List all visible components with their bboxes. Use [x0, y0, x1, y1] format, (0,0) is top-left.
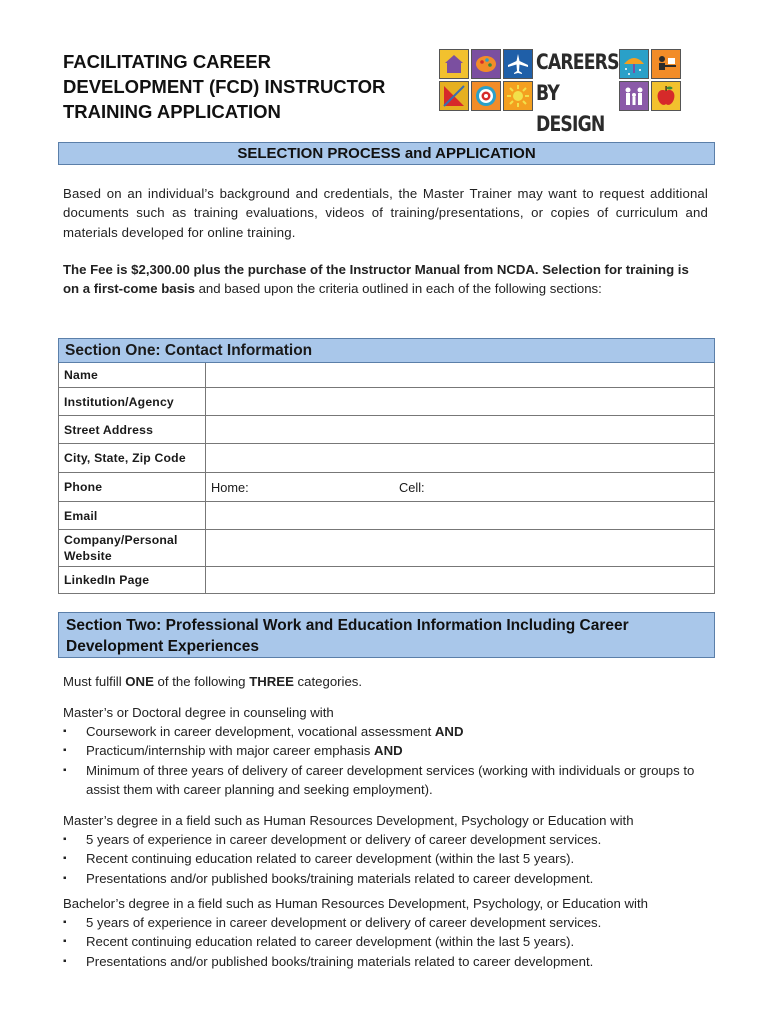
field-label-city-state-zip: City, State, Zip Code	[59, 444, 206, 473]
contact-row-email	[59, 502, 715, 530]
field-label-name: Name	[59, 363, 206, 388]
bullet-icon: ▪	[63, 726, 67, 738]
list-item	[63, 932, 723, 951]
must-text-c: of the following	[153, 674, 250, 689]
field-label-email: Email	[59, 502, 206, 530]
airplane-icon	[503, 49, 533, 79]
bachelors-list	[63, 913, 723, 971]
email-field[interactable]	[206, 502, 715, 530]
logo-word-careers: CAREERS	[536, 50, 619, 74]
selection-intro-paragraph: Based on an individual’s background and credentials, the Master Trainer may want to request additional documents such as training evaluations, videos of training/presentations, or copies of curriculum and materials developed for online training.	[63, 186, 708, 240]
list-item	[63, 849, 723, 868]
list-item-text: Coursework in career development, vocational assessment	[86, 724, 435, 740]
fee-bold-text: The Fee is $2,300.00 plus the purchase of the Instructor Manual from NCDA. Selection for training is on a first-come basis	[63, 262, 689, 297]
masters-doctoral-category	[63, 703, 723, 799]
bachelors-intro: Bachelor’s degree in a field such as Human Resources Development, Psychology, or Education with	[63, 896, 648, 911]
field-label-institution: Institution/Agency	[59, 388, 206, 416]
masters-list	[63, 722, 723, 799]
city-state-zip-field[interactable]	[206, 444, 715, 473]
logo-tiles-right	[619, 47, 681, 111]
title-line-2: DEVELOPMENT (FCD) INSTRUCTOR	[63, 76, 386, 97]
linkedin-field[interactable]	[206, 567, 715, 594]
fee-rest-text: and based upon the criteria outlined in each of the following sections:	[194, 281, 602, 297]
title-line-1: FACILITATING CAREER	[63, 51, 271, 72]
sun-icon	[503, 81, 533, 111]
list-item	[63, 830, 723, 849]
logo-word-by-design: BY DESIGN	[536, 81, 605, 136]
must-text-a: Must fulfill	[63, 674, 126, 689]
list-item-emphasis: AND	[374, 743, 403, 759]
contact-row-city	[59, 444, 715, 473]
website-field[interactable]	[206, 530, 715, 567]
document-title	[63, 49, 423, 124]
street-address-field[interactable]	[206, 416, 715, 444]
contact-row-institution	[59, 388, 715, 416]
list-item-text: Recent continuing education related to career development (within the last 5 years).	[86, 851, 575, 867]
fee-paragraph	[63, 260, 708, 299]
must-fulfill-text	[63, 672, 723, 691]
list-item-emphasis: AND	[434, 724, 464, 740]
logo-wordmark	[536, 47, 619, 136]
contact-row-phone	[59, 473, 715, 502]
list-item	[63, 722, 723, 741]
bullet-icon: ▪	[63, 955, 67, 967]
bullet-icon: ▪	[63, 872, 67, 884]
umbrella-icon	[619, 49, 649, 79]
must-text-e: categories.	[293, 674, 363, 689]
phone-field[interactable]	[206, 473, 715, 502]
field-label-street-address: Street Address	[59, 416, 206, 444]
bullet-icon: ▪	[63, 764, 67, 776]
apple-icon	[651, 81, 681, 111]
bullet-icon: ▪	[63, 853, 67, 865]
must-text-one: ONE	[125, 674, 154, 689]
contact-row-linkedin	[59, 567, 715, 594]
masters-hr-intro: Master’s degree in a field such as Human Resources Development, Psychology or Education with	[63, 813, 634, 828]
target-icon	[471, 81, 501, 111]
phone-home-label: Home:	[211, 479, 249, 495]
list-item	[63, 869, 723, 888]
masters-hr-category	[63, 811, 723, 888]
name-field[interactable]	[206, 363, 715, 388]
bullet-icon: ▪	[63, 936, 67, 948]
field-label-linkedin: LinkedIn Page	[59, 567, 206, 594]
section-two-heading: Section Two: Professional Work and Education Information Including Career Development Experiences	[58, 612, 715, 658]
selection-process-heading: SELECTION PROCESS and APPLICATION	[58, 142, 715, 165]
list-item	[63, 913, 723, 932]
list-item-text: 5 years of experience in career development or delivery of career development services.	[86, 915, 602, 931]
field-label-phone: Phone	[59, 473, 206, 502]
contact-information-table	[58, 338, 715, 594]
list-item-text: Practicum/internship with major career emphasis	[86, 743, 375, 759]
field-label-website: Company/Personal Website	[59, 530, 206, 567]
list-item-text: Presentations and/or published books/training materials related to career development.	[86, 953, 594, 969]
ruler-triangle-icon	[439, 81, 469, 111]
list-item-text: 5 years of experience in career development or delivery of career development services.	[86, 832, 602, 848]
desk-worker-icon	[651, 49, 681, 79]
house-icon	[439, 49, 469, 79]
bullet-icon: ▪	[63, 745, 67, 757]
palette-icon	[471, 49, 501, 79]
contact-row-name	[59, 363, 715, 388]
institution-field[interactable]	[206, 388, 715, 416]
title-line-3: TRAINING APPLICATION	[63, 101, 281, 122]
list-item	[63, 761, 723, 799]
list-item-text: Minimum of three years of delivery of career development services (working with individuals or groups to assist them with career planning and seeking employment).	[86, 762, 695, 797]
logo-tiles-left	[439, 47, 535, 111]
careers-by-design-logo	[439, 47, 681, 136]
family-icon	[619, 81, 649, 111]
masters-hr-list	[63, 830, 723, 888]
section-one-heading: Section One: Contact Information	[59, 339, 715, 363]
bullet-icon: ▪	[63, 834, 67, 846]
contact-row-website	[59, 530, 715, 567]
must-text-three: THREE	[249, 674, 294, 689]
section-one-header-row	[59, 339, 715, 363]
masters-intro: Master’s or Doctoral degree in counseling with	[63, 705, 334, 720]
list-item-text: Recent continuing education related to career development (within the last 5 years).	[86, 934, 575, 950]
bullet-icon: ▪	[63, 917, 67, 929]
list-item-text: Presentations and/or published books/training materials related to career development.	[86, 870, 594, 886]
bachelors-category	[63, 894, 723, 971]
list-item	[63, 741, 723, 760]
list-item	[63, 952, 723, 971]
contact-row-street	[59, 416, 715, 444]
phone-cell-label: Cell:	[399, 479, 425, 495]
